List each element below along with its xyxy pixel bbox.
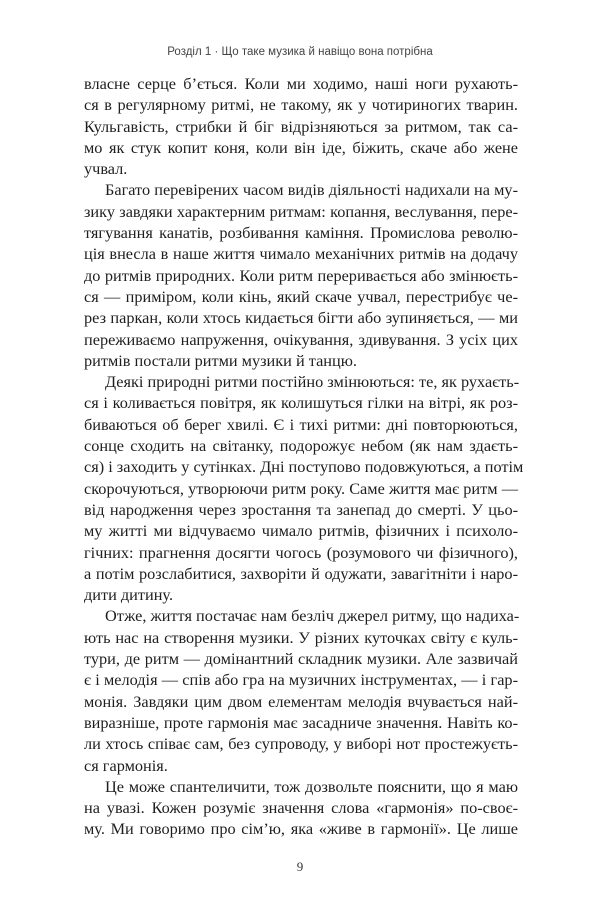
text-line: ся гармонія.	[84, 755, 168, 775]
text-line: ся) і заходить у сутінках. Дні поступово подовжуються, а потім	[84, 457, 524, 477]
running-header: Розділ 1 · Що таке музика й навіщо вона потрібна	[167, 46, 433, 58]
text-line: учвал.	[84, 159, 128, 179]
text-line: ли хтось співає сам, без супроводу, у виборі нот простежуєть-	[84, 734, 518, 754]
text-line: від народження через зростання та занепад до смерті. У цьо-	[84, 499, 518, 519]
paragraph	[84, 179, 518, 371]
text-line: сонце сходить на світанку, подорожує небом (як нам здаєть-	[84, 436, 518, 456]
text-line: Отже, життя постачає нам безліч джерел ритму, що надиха-	[105, 606, 520, 626]
text-line: на увазі. Кожен розуміє значення слова «гармонія» по-своє-	[84, 798, 518, 818]
page-number: 9	[296, 859, 304, 874]
text-line: Кульгавість, стрибки й біг відрізняються за ритмом, так са-	[84, 116, 518, 136]
text-line: Деякі природні ритми постійно змінюються: те, як рухаєть-	[105, 372, 520, 392]
text-line: скорочуються, утворюючи ритм року. Саме життя має ритм —	[84, 478, 518, 498]
text-line: є і мелодія — спів або гра на музичних інструментах, — і гар-	[84, 670, 518, 690]
text-line: Це може спантеличити, тож дозвольте пояснити, що я маю	[105, 776, 518, 796]
text-line: ся і коливається повітря, як колишуться гілки на вітрі, як роз-	[84, 393, 518, 413]
text-line: виразніше, проте гармонія має засадниче значення. Навіть ко-	[84, 712, 518, 732]
text-line: ритмів постали ритми музики й танцю.	[84, 350, 357, 370]
text-line: тури, де ритм — домінантний складник музики. Але зазвичай	[84, 649, 518, 669]
text-line: переживаємо напруження, очікування, здивування. З усіх цих	[84, 329, 518, 349]
text-line: тягування канатів, розбивання каміння. Промислова револю-	[84, 223, 518, 243]
text-line: мо як стук копит коня, коли він іде, біжить, скаче або жене	[84, 137, 518, 157]
text-line: ся — приміром, коли кінь, який скаче учвал, перестрибує че-	[84, 286, 518, 306]
paragraph	[84, 776, 518, 840]
text-line: дити дитину.	[84, 585, 174, 605]
text-line: рез паркан, коли хтось кидається бігти або зупиняється, — ми	[84, 308, 518, 328]
paragraph	[84, 73, 518, 179]
text-line: ція внесла в наше життя чимало механічних ритмів на додачу	[84, 244, 518, 264]
text-line: биваються об берег хвилі. Є і тихі ритми: дні повторюються,	[84, 414, 518, 434]
text-line: власне серце б’ється. Коли ми ходимо, наші ноги рухають-	[84, 74, 518, 93]
text-line: гічних: прагнення досягти чогось (розумового чи фізичного),	[84, 542, 518, 562]
text-line: му житті ми відчуваємо чимало ритмів, фізичних і психоло-	[84, 521, 518, 541]
text-line: до ритмів природних. Коли ритм переривається або змінюєть-	[84, 265, 518, 285]
text-line: ся в регулярному ритмі, не такому, як у чотириногих тварин.	[84, 95, 518, 115]
text-line: монія. Завдяки цим двом елементам мелодія вчувається най-	[84, 691, 518, 711]
text-line: му. Ми говоримо про сім’ю, яка «живе в гармонії». Це лише	[84, 819, 518, 839]
paragraph	[84, 371, 524, 605]
text-line: Багато перевірених часом видів діяльності надихали на му-	[105, 180, 518, 200]
text-line: ють нас на створення музики. У різних куточках світу є куль-	[84, 627, 518, 647]
text-line: зику завдяки характерним ритмам: копання, веслування, пере-	[84, 201, 518, 221]
paragraph	[84, 605, 518, 775]
text-line: а потім розслабитися, захворіти й одужати, завагітніти і наро-	[84, 563, 518, 583]
page-body-text	[84, 73, 524, 840]
